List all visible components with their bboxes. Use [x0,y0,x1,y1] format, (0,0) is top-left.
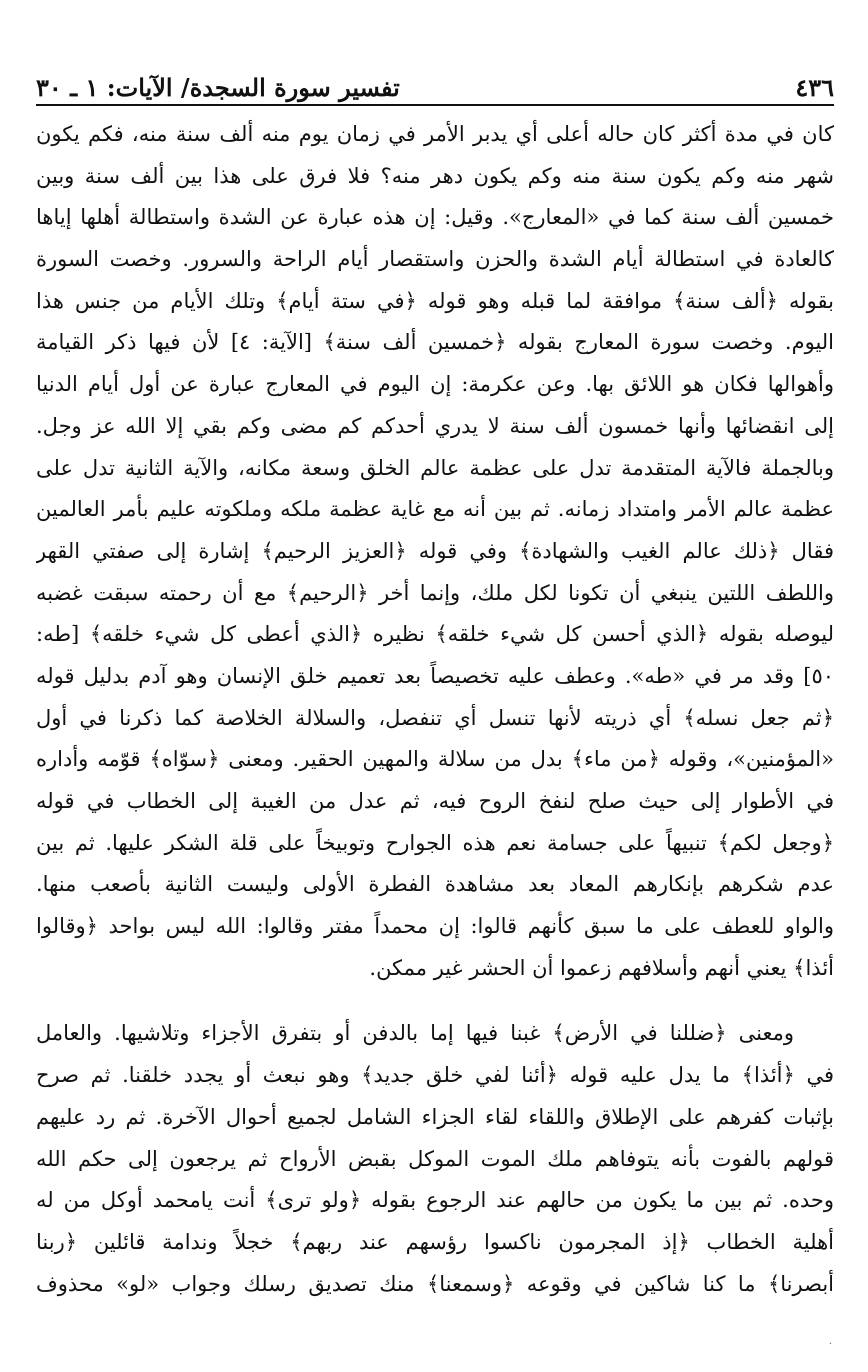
text-line: والواو للعطف على ما سبق كأنهم قالوا: إن محمداً مفتر وقالوا: الله ليس بواحد ﴿وقالوا [36,914,834,939]
paragraph-2 [36,1013,834,1305]
text-line: ﴿وجعل لكم﴾ تنبيهاً على جسامة نعم هذه الجوارح وتوبيخاً على قلة الشكر عليها. ثم بين [36,830,834,855]
text-line: وبالجملة فالآية المتقدمة تدل على عظمة عالم الخلق وسعة مكانه، والآية الثانية تدل على [36,455,834,480]
text-line: بإثبات كفرهم على الإطلاق واللقاء لقاء الجزاء الشامل لجميع أحوال الآخرة. ثم رد عليهم [36,1104,834,1129]
text-line: وأهوالها فكان هو اللائق بها. وعن عكرمة: إن اليوم في المعارج عبارة عن أول أيام الدنيا [36,372,834,397]
paragraph-1 [36,114,834,989]
text-line: إلى انقضائها وأنها خمسون ألف سنة لا يدري أحدكم كم مضى وكم بقي إلا الله عز وجل. [36,413,834,438]
text-line: كان في مدة أكثر كان حاله أعلى أي يدبر الأمر في زمان يوم منه ألف سنة منه، فكم يكون [36,122,834,146]
text-line: أئذا﴾ يعني أنهم وأسلافهم زعموا أن الحشر غير ممكن. [369,955,834,980]
text-line: فقال ﴿ذلك عالم الغيب والشهادة﴾ وفي قوله ﴿العزيز الرحيم﴾ إشارة إلى صفتي القهر [36,538,834,563]
running-title: تفسير سورة السجدة/ الآيات: ١ ـ ٣٠ [36,73,400,102]
text-line: وحده. ثم بين ما يكون من حالهم عند الرجوع بقوله ﴿ولو ترى﴾ أنت يامحمد أوكل من له [36,1188,834,1213]
text-line: كالعادة في استطالة أيام الشدة والحزن واستقصار أيام الراحة والسرور. وخصت السورة [36,247,834,272]
text-line: اليوم. وخصت سورة المعارج بقوله ﴿خمسين ألف سنة﴾ [الآية: ٤] لأن فيها ذكر القيامة [36,330,834,355]
text-line: في ﴿أئذا﴾ ما يدل عليه قوله ﴿أئنا لفي خلق جديد﴾ وهو نبعث أو يجدد خلقنا. ثم صرح [36,1063,834,1088]
text-line: قولهم بالفوت بأنه يتوفاهم ملك الموت الموكل بقبض الأرواح ثم يرجعون إلى حكم الله [36,1146,834,1171]
text-line: ﴿ثم جعل نسله﴾ أي ذريته لأنها تنسل أي تنفصل، والسلالة الخلاصة كما ذكرنا في أول [36,705,834,730]
text-line: أهلية الخطاب ﴿إذ المجرمون ناكسوا رؤسهم عند ربهم﴾ خجلاً وندامة قائلين ﴿ربنا [36,1229,834,1254]
text-line: عدم شكرهم بإنكارهم المعاد بعد مشاهدة الفطرة الأولى وليست الثانية بأصعب منها. [36,872,834,897]
header-divider [36,104,834,106]
text-line: ٥٠] وقد مر في «طه». وعطف عليه تخصيصاً بعد تعميم خلق الإنسان وهو آدم بدليل قوله [36,663,834,688]
text-line: ليوصله بقوله ﴿الذي أحسن كل شيء خلقه﴾ نظيره ﴿الذي أعطى كل شيء خلقه﴾ [طه: [36,622,834,647]
page-number: ٤٣٦ [795,73,834,102]
text-line: ومعنى ﴿ضللنا في الأرض﴾ غبنا فيها إما بالدفن أو بتفرق الأجزاء وتلاشيها. والعامل [36,1021,794,1046]
text-line: عظمة عالم الأمر وامتداد زمانه. ثم بين أنه مع غاية عظمة ملكه وملكوته عليم بأمر العالمين [36,497,834,522]
text-line: «المؤمنين»، وقوله ﴿من ماء﴾ بدل من سلالة والمهين الحقير. ومعنى ﴿سوّاه﴾ قوّمه وأداره [36,747,834,772]
page-body [36,114,834,1305]
text-line: واللطف اللتين ينبغي أن تكونا لكل ملك، وإنما أخر ﴿الرحيم﴾ مع أن رحمته سبقت غضبه [36,580,834,605]
text-line: في الأطوار إلى حيث صلح لنفخ الروح فيه، ثم عدل من الغيبة إلى الخطاب في قوله [36,789,834,813]
text-line: خمسين ألف سنة كما في «المعارج». وقيل: إن هذه عبارة عن الشدة واستطالة أهلها إياها [36,205,834,230]
text-line: شهر منه وكم يكون سنة منه وكم يكون دهر منه؟ فلا فرق على هذا بين ألف سنة وبين [36,163,834,188]
text-line: بقوله ﴿ألف سنة﴾ موافقة لما قبله وهو قوله ﴿في ستة أيام﴾ وتلك الأيام من جنس هذا [36,288,834,313]
text-line: أبصرنا﴾ ما كنا شاكين في وقوعه ﴿وسمعنا﴾ منك تصديق رسلك وجواب «لو» محذوف [36,1271,834,1296]
paragraph-spacer [36,989,834,1013]
scan-speck: · [828,1339,832,1350]
page-header [36,62,834,102]
